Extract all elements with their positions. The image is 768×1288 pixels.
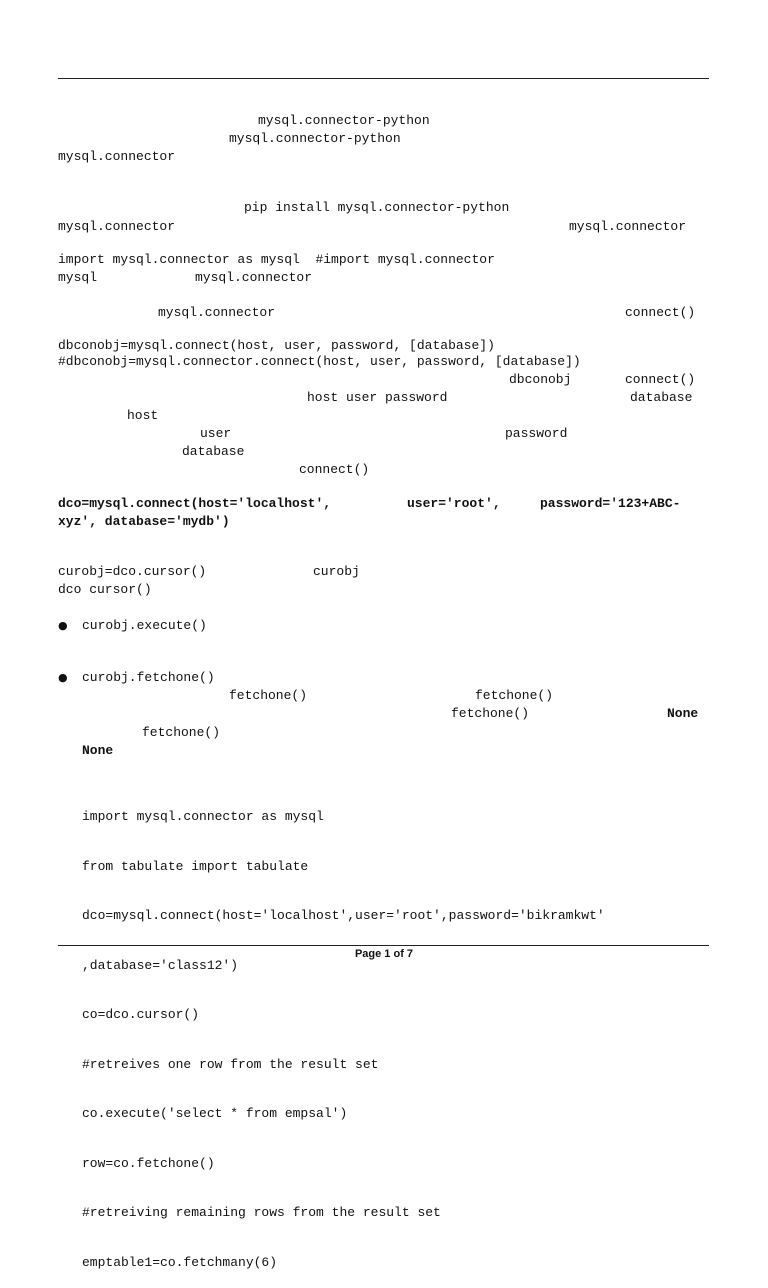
text-line: mysql.connector xyxy=(58,149,176,164)
code-line: #retreives one row from the result set xyxy=(82,1056,379,1072)
text-line: connect() xyxy=(625,372,696,387)
text-line: dbconobj=mysql.connect(host, user, password, [database]) xyxy=(58,338,495,353)
text-line: dco=mysql.connect(host='localhost', xyxy=(58,496,332,511)
text-line: mysql.connector-python xyxy=(258,113,430,128)
text-line: curobj xyxy=(313,564,360,579)
text-line: fetchone() xyxy=(229,688,308,703)
text-line: password xyxy=(505,426,568,441)
code-line: #retreiving remaining rows from the result set xyxy=(82,1205,441,1220)
code-line: from tabulate import tabulate xyxy=(82,858,309,874)
bullet-icon: ● xyxy=(58,671,68,684)
text-line: mysql xyxy=(58,270,98,285)
text-line: database xyxy=(182,444,245,459)
code-line: co.execute('select * from empsal') xyxy=(82,1106,348,1121)
code-line: dco=mysql.connect(host='localhost',user='root',password='bikramkwt' xyxy=(82,908,605,923)
text-line: user xyxy=(200,426,232,441)
text-line: host user password xyxy=(307,390,448,405)
code-block xyxy=(82,776,605,1288)
text-line: None xyxy=(82,743,114,758)
text-line: connect() xyxy=(299,462,370,477)
text-line: mysql.connector xyxy=(569,219,687,234)
text-line: #dbconobj=mysql.connector.connect(host, user, password, [database]) xyxy=(58,354,581,369)
text-line: mysql.connector xyxy=(195,270,313,285)
header-rule xyxy=(58,78,709,79)
text-line: mysql.connector-python xyxy=(229,131,401,146)
text-line: import mysql.connector as mysql #import mysql.connector xyxy=(58,252,495,267)
text-line: database xyxy=(630,390,693,405)
text-line: fetchone() xyxy=(475,688,554,703)
text-line: curobj.execute() xyxy=(82,618,207,633)
text-line: fetchone() xyxy=(142,725,221,740)
code-line: co=dco.cursor() xyxy=(82,1007,200,1022)
text-line: password='123+ABC- xyxy=(540,496,681,511)
text-line: host xyxy=(127,408,159,423)
text-line: fetchone() xyxy=(451,706,530,721)
text-line: dbconobj xyxy=(509,372,572,387)
text-line: user='root', xyxy=(407,496,501,511)
bullet-icon: ● xyxy=(58,619,68,632)
footer-rule xyxy=(58,945,709,946)
text-line: curobj.fetchone() xyxy=(82,670,215,685)
text-line: dco cursor() xyxy=(58,582,152,597)
text-line: mysql.connector xyxy=(58,219,176,234)
text-line: mysql.connector xyxy=(158,305,276,320)
code-line: ,database='class12') xyxy=(82,957,239,973)
text-line: None xyxy=(667,706,699,721)
text-line: curobj=dco.cursor() xyxy=(58,564,207,579)
page-number: Page 1 of 7 xyxy=(354,948,414,960)
code-line: row=co.fetchone() xyxy=(82,1155,215,1171)
code-line: import mysql.connector as mysql xyxy=(82,809,324,824)
text-line: pip install mysql.connector-python xyxy=(244,200,510,215)
text-line: xyz', database='mydb') xyxy=(58,514,230,529)
text-line: connect() xyxy=(625,305,696,320)
code-line: emptable1=co.fetchmany(6) xyxy=(82,1254,278,1270)
